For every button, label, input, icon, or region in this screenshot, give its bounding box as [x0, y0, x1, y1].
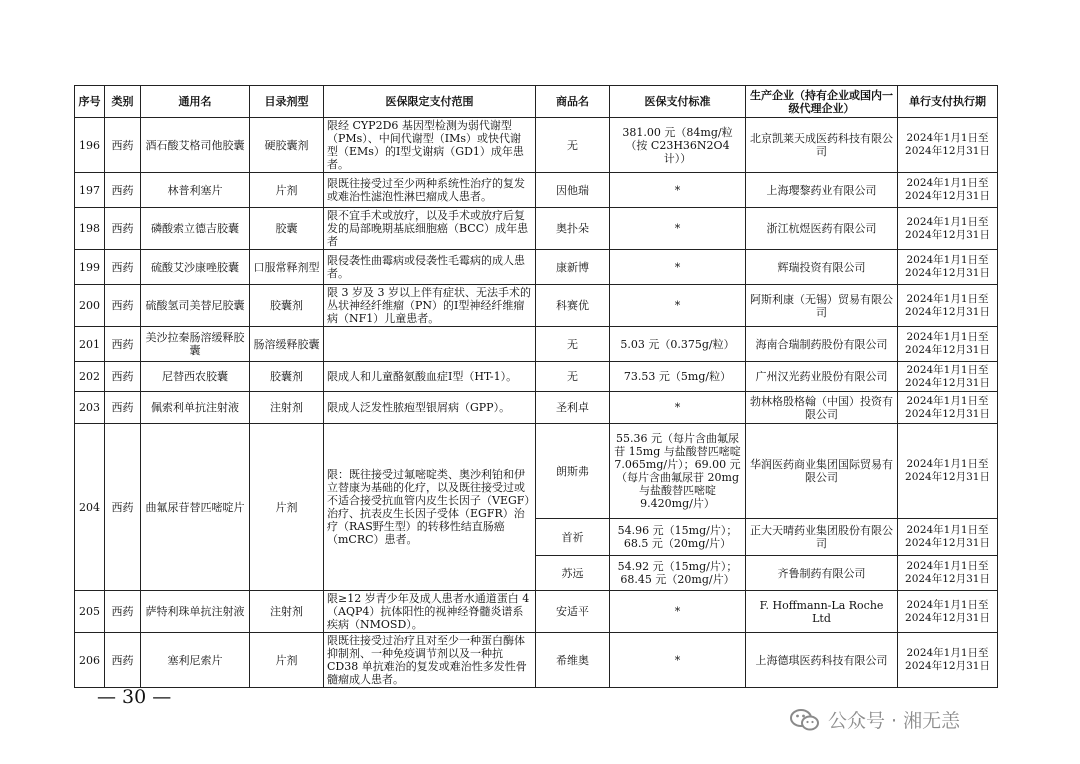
cell-no: 202: [75, 362, 105, 392]
cell-period: 2024年1月1日至 2024年12月31日: [898, 173, 998, 208]
cell-category: 西药: [105, 208, 141, 250]
cell-price: 54.96 元（15mg/片）；68.5 元（20mg/片）: [610, 519, 746, 556]
cell-scope: 限既往接受过治疗且对至少一种蛋白酶体抑制剂、一种免疫调节剂以及一种抗 CD38 单抗难治的复发或难治性多发性骨髓瘤成人患者。: [324, 633, 536, 688]
cell-generic-name: 曲氟尿苷替匹嘧啶片: [141, 424, 250, 591]
header-no: 序号: [75, 86, 105, 118]
cell-category: 西药: [105, 424, 141, 591]
cell-brand-name: 首祈: [536, 519, 610, 556]
cell-brand-name: 奥扑朵: [536, 208, 610, 250]
header-period: 单行支付执行期: [898, 86, 998, 118]
table-header-row: [75, 86, 998, 118]
cell-category: 西药: [105, 591, 141, 633]
cell-price: *: [610, 173, 746, 208]
cell-period: 2024年1月1日至 2024年12月31日: [898, 633, 998, 688]
cell-no: 198: [75, 208, 105, 250]
cell-scope: 限不宜手术或放疗，以及手术或放疗后复发的局部晚期基底细胞癌（BCC）成年患者: [324, 208, 536, 250]
drug-reimbursement-table: [74, 85, 998, 688]
cell-brand-name: 无: [536, 362, 610, 392]
cell-period: 2024年1月1日至 2024年12月31日: [898, 556, 998, 591]
cell-price: *: [610, 208, 746, 250]
cell-company: 北京凯莱天成医药科技有限公司: [746, 118, 898, 173]
cell-scope: 限：既往接受过氟嘧啶类、奥沙利铂和伊立替康为基础的化疗，以及既往接受过或不适合接受抗血管内皮生长因子（VEGF）治疗、抗表皮生长因子受体（EGFR）治疗（RAS野生型）的转移性结直肠癌（mCRC）患者。: [324, 424, 536, 591]
cell-dosage-form: 硬胶囊剂: [250, 118, 324, 173]
cell-price: *: [610, 591, 746, 633]
cell-no: 201: [75, 327, 105, 362]
table-row: [75, 250, 998, 285]
cell-no: 204: [75, 424, 105, 591]
table-row: [75, 591, 998, 633]
cell-period: 2024年1月1日至 2024年12月31日: [898, 118, 998, 173]
cell-period: 2024年1月1日至 2024年12月31日: [898, 392, 998, 424]
cell-period: 2024年1月1日至 2024年12月31日: [898, 208, 998, 250]
table-row: [75, 392, 998, 424]
cell-generic-name: 美沙拉秦肠溶缓释胶囊: [141, 327, 250, 362]
cell-generic-name: 磷酸索立德吉胶囊: [141, 208, 250, 250]
cell-scope: 限成人泛发性脓疱型银屑病（GPP）。: [324, 392, 536, 424]
table-row: [75, 362, 998, 392]
cell-scope: 限经 CYP2D6 基因型检测为弱代谢型（PMs）、中间代谢型（IMs）或快代谢型（EMs）的Ⅰ型戈谢病（GD1）成年患者。: [324, 118, 536, 173]
header-price: 医保支付标准: [610, 86, 746, 118]
cell-no: 205: [75, 591, 105, 633]
table-row: [75, 633, 998, 688]
cell-brand-name: 朗斯弗: [536, 424, 610, 519]
cell-period: 2024年1月1日至 2024年12月31日: [898, 591, 998, 633]
cell-dosage-form: 口服常释剂型: [250, 250, 324, 285]
cell-brand-name: 苏远: [536, 556, 610, 591]
table-row: [75, 208, 998, 250]
cell-dosage-form: 注射剂: [250, 392, 324, 424]
cell-category: 西药: [105, 285, 141, 327]
cell-company: 华润医药商业集团国际贸易有限公司: [746, 424, 898, 519]
cell-scope: 限成人和儿童酪氨酸血症Ⅰ型（HT-1）。: [324, 362, 536, 392]
cell-company: 辉瑞投资有限公司: [746, 250, 898, 285]
cell-dosage-form: 胶囊剂: [250, 285, 324, 327]
cell-dosage-form: 片剂: [250, 633, 324, 688]
cell-price: *: [610, 392, 746, 424]
cell-price: *: [610, 633, 746, 688]
cell-brand-name: 康新博: [536, 250, 610, 285]
cell-category: 西药: [105, 118, 141, 173]
cell-scope: 限侵袭性曲霉病或侵袭性毛霉病的成人患者。: [324, 250, 536, 285]
cell-company: 阿斯利康（无锡）贸易有限公司: [746, 285, 898, 327]
cell-brand-name: 科赛优: [536, 285, 610, 327]
cell-scope: [324, 327, 536, 362]
cell-brand-name: 无: [536, 327, 610, 362]
cell-price: 55.36 元（每片含曲氟尿苷 15mg 与盐酸替匹嘧啶 7.065mg/片）；69.00 元（每片含曲氟尿苷 20mg 与盐酸替匹嘧啶 9.420mg/片）: [610, 424, 746, 519]
cell-generic-name: 硫酸氢司美替尼胶囊: [141, 285, 250, 327]
cell-brand-name: 希维奥: [536, 633, 610, 688]
cell-category: 西药: [105, 362, 141, 392]
cell-no: 206: [75, 633, 105, 688]
cell-no: 196: [75, 118, 105, 173]
cell-company: 浙江杭煜医药有限公司: [746, 208, 898, 250]
cell-generic-name: 硫酸艾沙康唑胶囊: [141, 250, 250, 285]
cell-no: 199: [75, 250, 105, 285]
table-body: [75, 118, 998, 688]
cell-dosage-form: 胶囊剂: [250, 362, 324, 392]
cell-dosage-form: 片剂: [250, 173, 324, 208]
cell-company: 上海璎黎药业有限公司: [746, 173, 898, 208]
page-number: — 30 —: [97, 686, 172, 708]
cell-company: 齐鲁制药有限公司: [746, 556, 898, 591]
cell-period: 2024年1月1日至 2024年12月31日: [898, 519, 998, 556]
cell-no: 197: [75, 173, 105, 208]
table-row: [75, 285, 998, 327]
cell-price: 73.53 元（5mg/粒）: [610, 362, 746, 392]
cell-dosage-form: 胶囊: [250, 208, 324, 250]
table-row: [75, 424, 998, 519]
cell-dosage-form: 肠溶缓释胶囊: [250, 327, 324, 362]
cell-category: 西药: [105, 250, 141, 285]
cell-category: 西药: [105, 392, 141, 424]
cell-brand-name: 安适平: [536, 591, 610, 633]
cell-company: F. Hoffmann-La Roche Ltd: [746, 591, 898, 633]
cell-period: 2024年1月1日至 2024年12月31日: [898, 250, 998, 285]
cell-price: *: [610, 285, 746, 327]
header-company: 生产企业（持有企业或国内一级代理企业）: [746, 86, 898, 118]
cell-no: 200: [75, 285, 105, 327]
cell-generic-name: 尼替西农胶囊: [141, 362, 250, 392]
cell-price: 5.03 元（0.375g/粒）: [610, 327, 746, 362]
watermark-text: 公众号 · 湘无恙: [828, 710, 961, 732]
header-scope: 医保限定支付范围: [324, 86, 536, 118]
cell-generic-name: 萨特利珠单抗注射液: [141, 591, 250, 633]
cell-company: 海南合瑞制药股份有限公司: [746, 327, 898, 362]
cell-generic-name: 塞利尼索片: [141, 633, 250, 688]
cell-price: *: [610, 250, 746, 285]
cell-period: 2024年1月1日至 2024年12月31日: [898, 327, 998, 362]
cell-price: 381.00 元（84mg/粒（按 C23H36N2O4 计））: [610, 118, 746, 173]
cell-generic-name: 佩索利单抗注射液: [141, 392, 250, 424]
wechat-icon: [790, 708, 820, 732]
cell-price: 54.92 元（15mg/片）；68.45 元（20mg/片）: [610, 556, 746, 591]
cell-company: 勃林格殷格翰（中国）投资有限公司: [746, 392, 898, 424]
cell-generic-name: 酒石酸艾格司他胶囊: [141, 118, 250, 173]
cell-brand-name: 圣利卓: [536, 392, 610, 424]
cell-period: 2024年1月1日至 2024年12月31日: [898, 424, 998, 519]
cell-category: 西药: [105, 327, 141, 362]
cell-company: 上海德琪医药科技有限公司: [746, 633, 898, 688]
header-dosage-form: 目录剂型: [250, 86, 324, 118]
table-row: [75, 327, 998, 362]
cell-period: 2024年1月1日至 2024年12月31日: [898, 285, 998, 327]
cell-category: 西药: [105, 633, 141, 688]
cell-company: 广州汉光药业股份有限公司: [746, 362, 898, 392]
cell-period: 2024年1月1日至 2024年12月31日: [898, 362, 998, 392]
cell-scope: 限≥12 岁青少年及成人患者水通道蛋白 4（AQP4）抗体阳性的视神经脊髓炎谱系疾病（NMOSD）。: [324, 591, 536, 633]
watermark: [790, 706, 960, 733]
cell-dosage-form: 片剂: [250, 424, 324, 591]
cell-scope: 限既往接受过至少两种系统性治疗的复发或难治性滤泡性淋巴瘤成人患者。: [324, 173, 536, 208]
cell-generic-name: 林普利塞片: [141, 173, 250, 208]
cell-category: 西药: [105, 173, 141, 208]
cell-company: 正大天晴药业集团股份有限公司: [746, 519, 898, 556]
table-row: [75, 173, 998, 208]
table-row: [75, 118, 998, 173]
header-category: 类别: [105, 86, 141, 118]
cell-brand-name: 因他瑞: [536, 173, 610, 208]
cell-dosage-form: 注射剂: [250, 591, 324, 633]
header-brand-name: 商品名: [536, 86, 610, 118]
header-generic-name: 通用名: [141, 86, 250, 118]
cell-no: 203: [75, 392, 105, 424]
cell-brand-name: 无: [536, 118, 610, 173]
cell-scope: 限 3 岁及 3 岁以上伴有症状、无法手术的丛状神经纤维瘤（PN）的Ⅰ型神经纤维瘤病（NF1）儿童患者。: [324, 285, 536, 327]
